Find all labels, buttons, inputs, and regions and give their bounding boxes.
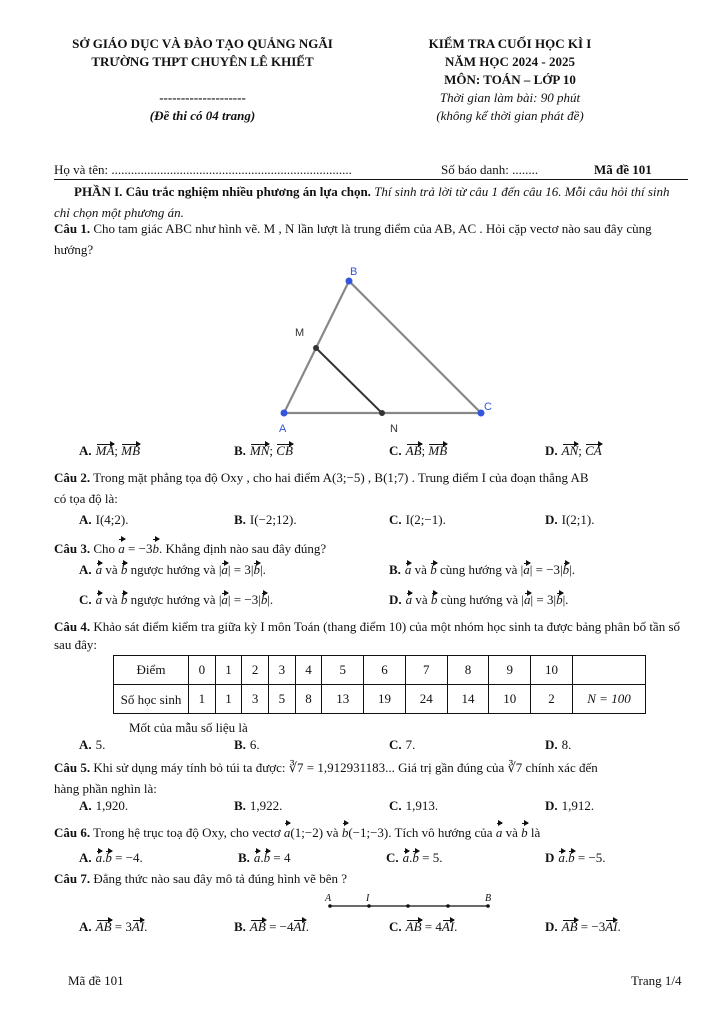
q7-vec-ai: AI xyxy=(605,919,618,934)
point-n xyxy=(379,410,385,416)
q7-option-key: D. xyxy=(545,919,558,934)
q6-and: và xyxy=(326,825,339,840)
q3-and: và xyxy=(105,562,118,577)
q1-vec-2: CB xyxy=(276,443,293,458)
q2-option-a[interactable] xyxy=(79,512,129,528)
label-b: B xyxy=(350,266,358,278)
q2-number: Câu 2. xyxy=(54,470,91,485)
question-7 xyxy=(54,868,688,889)
student-id-field[interactable]: Số báo danh: ........ xyxy=(441,162,539,177)
q7-vec-ab: AB xyxy=(249,919,266,934)
q7-option-d[interactable]: D. AB = −3AI. xyxy=(545,919,621,934)
table-cell xyxy=(573,656,646,685)
q5-option-key: C. xyxy=(389,798,402,813)
q2-option-key: D. xyxy=(545,512,558,527)
q5-option-b[interactable] xyxy=(234,798,282,814)
q3-option-a[interactable]: A. a và b ngược hướng và |a| = 3|b|. xyxy=(79,562,266,577)
q6-option-key: A. xyxy=(79,850,92,865)
point-i xyxy=(367,904,371,908)
q2-option-d[interactable] xyxy=(545,512,595,528)
q3-option-key: C. xyxy=(79,592,92,607)
point-m xyxy=(313,345,319,351)
table-cell: 1 xyxy=(189,685,216,714)
exam-time: Thời gian làm bài: 90 phút xyxy=(439,90,581,105)
q7-text: Đẳng thức nào sau đây mô tả đúng hình vẽ bên ? xyxy=(93,871,347,886)
point-a xyxy=(328,904,332,908)
question-2 xyxy=(54,467,688,509)
q3-text-a: Cho xyxy=(93,541,116,556)
q3-option-rel: = 3 xyxy=(536,592,554,607)
q2-option-text: I(4;2). xyxy=(95,512,129,527)
q7-vec-ab: AB xyxy=(95,919,112,934)
q1-vec-1: MA xyxy=(95,443,115,458)
label-a: A xyxy=(325,893,332,904)
exam-title: KIỂM TRA CUỐI HỌC KÌ I xyxy=(428,36,592,51)
q4-option-text: 8. xyxy=(561,737,572,752)
q5-option-a[interactable] xyxy=(79,798,128,814)
q1-vec-1: AN xyxy=(561,443,579,458)
q6-number: Câu 6. xyxy=(54,825,91,840)
q3-option-d[interactable]: D. a và b cùng hướng và |a| = 3|b|. xyxy=(389,592,569,607)
q6-option-val: = −4. xyxy=(115,850,143,865)
q3-and: và xyxy=(415,592,428,607)
q5-option-text: 1,922. xyxy=(249,798,283,813)
q3-expr: = −3 xyxy=(128,541,153,556)
q7-number: Câu 7. xyxy=(54,871,91,886)
table-cell: 5 xyxy=(269,685,296,714)
point-tick-2 xyxy=(406,904,410,908)
q1-vec-2: CA xyxy=(585,443,602,458)
q6-option-val: = 5. xyxy=(422,850,443,865)
q1-option-key: C. xyxy=(389,443,402,458)
q3-option-key: A. xyxy=(79,562,92,577)
q7-option-b[interactable]: B. AB = −4AI. xyxy=(234,919,310,934)
q3-text-b: . Khẳng định nào sau đây đúng? xyxy=(158,541,327,556)
q5-text: Khi sử dụng máy tính bỏ túi ta được: ∛7 = 1,912931183... Giá trị gần đúng của ∛7 chính xác đến xyxy=(93,760,598,775)
q7-option-coef: = −3 xyxy=(580,919,606,934)
q2-text: Trong mặt phẳng tọa độ Oxy , cho hai điểm A(3;−5) , B(1;7) . Trung điểm I của đoạn thẳng AB xyxy=(93,470,589,485)
q4-text: Khảo sát điểm kiểm tra giữa kỳ I môn Toán (thang điểm 10) của một nhóm học sinh ta được bảng phân bố tần số sau đây: xyxy=(54,619,681,652)
q5-text-2: hàng phần nghìn là: xyxy=(54,781,157,796)
question-6: Câu 6. Trong hệ trục toạ độ Oxy, cho vectơ a(1;−2) và b(−1;−3). Tích vô hướng của a và b là xyxy=(54,822,688,843)
dept-name: SỞ GIÁO DỤC VÀ ĐÀO TẠO QUẢNG NGÃI xyxy=(72,36,333,51)
q3-and: và xyxy=(105,592,118,607)
q5-option-c[interactable] xyxy=(389,798,438,814)
q5-option-d[interactable] xyxy=(545,798,594,814)
q4-number: Câu 4. xyxy=(54,619,91,634)
table-cell: 3 xyxy=(269,656,296,685)
footer-page: Trang 1/4 xyxy=(631,973,682,988)
q6-text-c: là xyxy=(530,825,541,840)
q7-option-c[interactable]: C. AB = 4AI. xyxy=(389,919,458,934)
label-m: M xyxy=(295,327,305,339)
pages-note: (Đề thi có 04 trang) xyxy=(149,108,256,123)
q1-option-key: A. xyxy=(79,443,92,458)
table-cell: 10 xyxy=(489,685,531,714)
point-b xyxy=(486,904,490,908)
q3-option-rel: = −3 xyxy=(233,592,259,607)
q5-option-key: D. xyxy=(545,798,558,813)
exam-year: NĂM HỌC 2024 - 2025 xyxy=(445,54,575,69)
q1-option-d[interactable]: D. AN; CA xyxy=(545,443,602,458)
q7-vec-ab: AB xyxy=(405,919,422,934)
q7-option-coef: = −4 xyxy=(269,919,294,934)
table-cell: 19 xyxy=(364,685,406,714)
point-a xyxy=(281,410,288,417)
q4-option-c[interactable] xyxy=(389,737,415,753)
q3-option-dir: ngược hướng và xyxy=(130,562,216,577)
q6-option-b[interactable]: B. a.b = 4 xyxy=(238,850,291,865)
q7-option-key: B. xyxy=(234,919,246,934)
q5-number: Câu 5. xyxy=(54,760,91,775)
table-cell: 8 xyxy=(447,656,489,685)
q5-option-key: B. xyxy=(234,798,246,813)
q7-vec-ab: AB xyxy=(561,919,578,934)
q6-option-val: = −5. xyxy=(577,850,606,865)
table-cell: 1 xyxy=(215,656,242,685)
q4-option-d[interactable] xyxy=(545,737,571,753)
q4-option-key: D. xyxy=(545,737,558,752)
q5-option-text: 1,913. xyxy=(405,798,439,813)
q3-and: và xyxy=(414,562,427,577)
q7-vec-ai: AI xyxy=(131,919,145,934)
segment-mn xyxy=(316,348,382,413)
table-cell: 24 xyxy=(405,685,447,714)
q7-option-coef: = 3 xyxy=(114,919,132,934)
q2-option-key: C. xyxy=(389,512,402,527)
q5-option-text: 1,912. xyxy=(561,798,595,813)
q1-option-b[interactable]: B. MN; CB xyxy=(234,443,293,458)
q3-option-dir: cùng hướng và xyxy=(440,592,519,607)
q1-option-a[interactable]: A. MA; MB xyxy=(79,443,141,458)
q7-option-coef: = 4 xyxy=(424,919,442,934)
q1-number: Câu 1. xyxy=(54,221,91,236)
label-i: I xyxy=(366,893,370,904)
q4-option-text: 7. xyxy=(405,737,416,752)
q6-option-key: C. xyxy=(386,850,399,865)
label-n: N xyxy=(390,423,398,435)
label-c: C xyxy=(484,401,492,413)
table-cell: 5 xyxy=(322,656,364,685)
q7-option-key: C. xyxy=(389,919,402,934)
q4-frequency-table xyxy=(113,655,646,714)
q6-option-key: D xyxy=(545,850,555,865)
exam-subject: MÔN: TOÁN – LỚP 10 xyxy=(444,72,576,87)
school-name: TRƯỜNG THPT CHUYÊN LÊ KHIẾT xyxy=(91,54,314,69)
q6-text-b: . Tích vô hướng của xyxy=(388,825,493,840)
q6-option-key: B. xyxy=(238,850,250,865)
q1-text: Cho tam giác ABC như hình vẽ. M , N lần lượt là trung điểm của AB, AC . Hỏi cặp vectơ nào sau đây cùng hướng? xyxy=(54,221,652,257)
label-a: A xyxy=(279,423,287,435)
table-cell: 10 xyxy=(531,656,573,685)
part1-heading xyxy=(54,181,688,223)
table-header-cell: Điểm xyxy=(114,656,189,685)
table-cell: N = 100 xyxy=(573,685,646,714)
q5-option-text: 1,920. xyxy=(95,798,129,813)
point-b xyxy=(346,278,353,285)
question-4 xyxy=(54,618,688,654)
q4-option-key: B. xyxy=(234,737,246,752)
q1-option-key: B. xyxy=(234,443,246,458)
table-header-cell: Số học sinh xyxy=(114,685,189,714)
table-cell: 2 xyxy=(531,685,573,714)
q3-option-c[interactable]: C. a và b ngược hướng và |a| = −3|b|. xyxy=(79,592,274,607)
table-cell: 7 xyxy=(405,656,447,685)
q4-option-key: A. xyxy=(79,737,92,752)
q2-option-text: I(2;1). xyxy=(561,512,595,527)
q3-option-dir: ngược hướng và xyxy=(130,592,216,607)
question-3: Câu 3. Cho a = −3b. Khẳng định nào sau đây đúng? xyxy=(54,538,688,559)
q7-option-key: A. xyxy=(79,919,92,934)
exam-time-note: (không kể thời gian phát đề) xyxy=(436,108,584,123)
q1-option-key: D. xyxy=(545,443,558,458)
q6-option-d[interactable]: D a.b = −5. xyxy=(545,850,606,865)
q2-text-2: có tọa độ là: xyxy=(54,491,118,506)
point-tick-3 xyxy=(446,904,450,908)
part1-title: PHẦN I. Câu trắc nghiệm nhiều phương án lựa chọn. xyxy=(74,184,371,199)
q6-option-val: = 4 xyxy=(273,850,291,865)
q2-option-text: I(2;−1). xyxy=(405,512,446,527)
q6-text-a: Trong hệ trục toạ độ Oxy, cho vectơ xyxy=(93,825,281,840)
q6-option-c[interactable]: C. a.b = 5. xyxy=(386,850,443,865)
header-rule xyxy=(54,179,688,180)
q3-number: Câu 3. xyxy=(54,541,91,556)
q3-option-rel: = 3 xyxy=(233,562,251,577)
q7-option-a[interactable]: A. AB = 3AI. xyxy=(79,919,148,934)
q6-option-a[interactable]: A. a.b = −4. xyxy=(79,850,143,865)
q4-option-text: 5. xyxy=(95,737,106,752)
q2-option-text: I(−2;12). xyxy=(249,512,297,527)
q1-vec-2: MB xyxy=(121,443,141,458)
table-cell: 1 xyxy=(215,685,242,714)
q1-option-c[interactable]: C. AB; MB xyxy=(389,443,448,458)
footer-code: Mã đề 101 xyxy=(68,973,124,988)
q3-option-key: B. xyxy=(389,562,401,577)
q1-triangle-figure xyxy=(270,262,500,437)
question-1 xyxy=(54,218,688,260)
q2-option-c[interactable] xyxy=(389,512,446,528)
q3-option-rel: = −3 xyxy=(535,562,561,577)
q7-vec-ai: AI xyxy=(441,919,455,934)
part1-instructions: Thí sinh trả lời từ câu 1 đến câu 16. Mỗi câu hỏi thí sinh chỉ chọn một phương án. xyxy=(54,184,670,220)
student-name-field[interactable]: Họ và tên: .......................................................................... xyxy=(54,162,352,177)
header-dashes: -------------------- xyxy=(159,90,246,105)
table-row xyxy=(114,656,646,685)
table-cell: 13 xyxy=(322,685,364,714)
question-5 xyxy=(54,757,688,799)
q4-option-a[interactable] xyxy=(79,737,105,753)
q4-option-b[interactable] xyxy=(234,737,260,753)
q2-option-key: B. xyxy=(234,512,246,527)
q7-vec-ai: AI xyxy=(293,919,306,934)
exam-code: Mã đề 101 xyxy=(594,162,652,177)
table-cell: 9 xyxy=(489,656,531,685)
table-cell: 3 xyxy=(242,685,269,714)
table-cell: 2 xyxy=(242,656,269,685)
q1-vec-1: AB xyxy=(405,443,422,458)
table-cell: 14 xyxy=(447,685,489,714)
table-cell: 0 xyxy=(189,656,216,685)
q5-option-key: A. xyxy=(79,798,92,813)
q4-option-text: 6. xyxy=(249,737,260,752)
table-cell: 6 xyxy=(364,656,406,685)
q1-vec-1: MN xyxy=(249,443,270,458)
q1-vec-2: MB xyxy=(428,443,448,458)
label-b: B xyxy=(485,893,492,904)
table-row xyxy=(114,685,646,714)
q6-and-2: và xyxy=(505,825,518,840)
q3-option-b[interactable]: B. a và b cùng hướng và |a| = −3|b|. xyxy=(389,562,576,577)
q6-a-coord: (1;−2) xyxy=(290,825,324,840)
q2-option-key: A. xyxy=(79,512,92,527)
table-cell: 4 xyxy=(295,656,322,685)
q7-segment-figure xyxy=(320,890,500,912)
q3-option-dir: cùng hướng và xyxy=(439,562,518,577)
q4-option-key: C. xyxy=(389,737,402,752)
q2-option-b[interactable] xyxy=(234,512,297,528)
q6-b-coord: (−1;−3) xyxy=(348,825,389,840)
q4-ask: Mốt của mẫu số liệu là xyxy=(129,720,248,735)
table-cell: 8 xyxy=(295,685,322,714)
q3-option-key: D. xyxy=(389,592,402,607)
